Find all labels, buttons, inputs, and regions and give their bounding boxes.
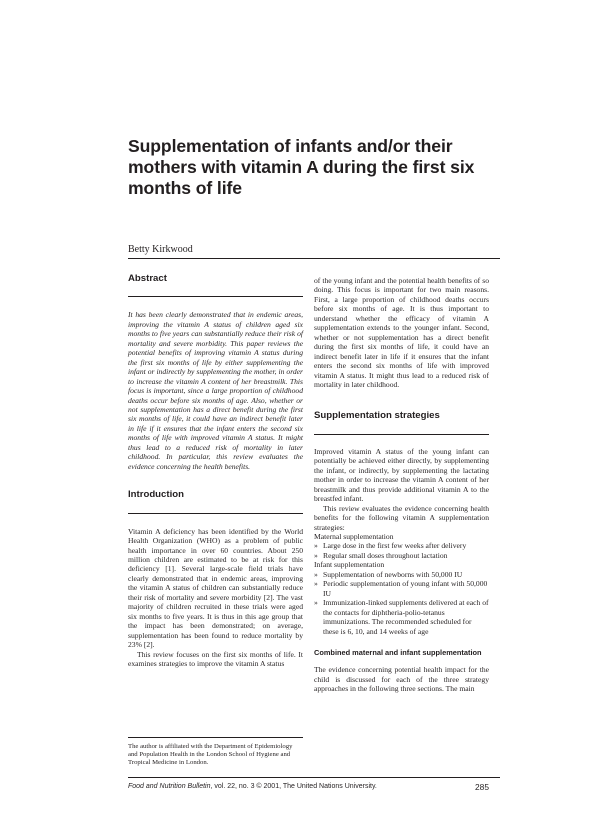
list-item: » Immunization-linked supplements delivered at each of the contacts for diphtheria-polio-tetanus immunizations. The recommended scheduled for these is 6, 10, and 14 weeks of age — [314, 598, 489, 636]
abstract-heading: Abstract — [128, 273, 167, 284]
introduction-continued: of the young infant and the potential health benefits of so doing. This focus is important for two main reasons. First, a large proportion of childhood deaths occurs before six months of age. It is thus important to understand whether the efficacy of vitamin A supplementation extends to the younger infant. Second, whether or not supplementation has a direct benefit during the first six months of life, it could have an indirect benefit later in life if it ensures that the infant enters the second six months of life with improved vitamin A status. It might thus lead to a reduced risk of mortality in later childhood. — [314, 276, 489, 389]
abstract-text: It has been clearly demonstrated that in endemic areas, improving the vitamin A status of children aged six months to five years can substantially reduce their risk of mortality and severe morbidity. This paper reviews the potential benefits of improving vitamin A status during the first six months of life by either supplementing the infant or indirectly by supplementing the mother, in order to increase the vitamin A content of her breastmilk. This focus is important, since a large proportion of childhood deaths occur before six months of age. Also, whether or not supplementation has a direct benefit during the first six months of life, it could have an indirect benefit later in life if it ensures that the infant enters the second six months of life with improved vitamin A status. It might thus lead to a reduced risk of mortality in later childhood. In particular, this review evaluates the evidence concerning the health benefits. — [128, 310, 303, 471]
introduction-paragraph: This review focuses on the first six months of life. It examines strategies to improve the vitamin A status — [128, 649, 303, 668]
bullet-marker: » — [314, 569, 318, 579]
journal-name: Food and Nutrition Bulletin — [128, 783, 211, 790]
header-divider — [128, 258, 500, 259]
supplementation-heading: Supplementation strategies — [314, 410, 440, 422]
infant-label: Infant supplementation — [314, 560, 385, 570]
list-item: » Large dose in the first few weeks after delivery — [314, 541, 467, 551]
combined-paragraph: The evidence concerning potential health impact for the child is discussed for each of the three strategy approaches in the following three sections. The main — [314, 665, 489, 694]
journal-citation — [128, 783, 377, 790]
bullet-marker: » — [314, 579, 318, 589]
abstract-rule — [128, 296, 303, 297]
supplementation-paragraph: Improved vitamin A status of the young infant can potentially be achieved either directly, by supplementing the infant, or indirectly, by supplementing the lactating mother in order to increase the vitamin A content of her breastmilk and thus provide additional vitamin A to the breastfed infant. — [314, 446, 489, 504]
citation-details: , vol. 22, no. 3 © 2001, The United Nations University. — [210, 783, 377, 790]
list-item: » Regular small doses throughout lactation — [314, 550, 448, 560]
introduction-rule — [128, 513, 303, 514]
introduction-paragraph: Vitamin A deficiency has been identified by the World Health Organization (WHO) as a problem of public health importance in over 60 countries. About 250 million children are estimated to be at risk for this deficiency [1]. Several large-scale field trials have clearly demonstrated that in endemic areas, improving the vitamin A status of children can substantially reduce their risk of mortality and severe morbidity [2]. The vast majority of children recruited in these trials were aged six months to five years. It is thus in this age group that the impact has been demonstrated; on average, supplementation has been found to reduce mortality by 23% [2]. — [128, 526, 303, 650]
bullet-marker: » — [314, 598, 318, 608]
maternal-label: Maternal supplementation — [314, 531, 394, 541]
list-item: » Supplementation of newborns with 50,000 IU — [314, 569, 463, 579]
introduction-heading: Introduction — [128, 489, 184, 501]
list-item: » Periodic supplementation of young infant with 50,000 IU — [314, 579, 488, 598]
bullet-marker: » — [314, 550, 318, 560]
page-number: 285 — [475, 782, 489, 792]
right-column — [314, 276, 489, 694]
author-name: Betty Kirkwood — [128, 244, 193, 255]
footer-divider — [128, 777, 500, 778]
supplementation-paragraph: This review evaluates the evidence concerning health benefits for the following vitamin A supplementation strategies: — [314, 503, 489, 532]
bullet-marker: » — [314, 541, 318, 551]
left-column — [128, 265, 303, 668]
supplementation-rule — [314, 434, 489, 435]
author-footnote: The author is affiliated with the Department of Epidemiology and Population Health in the London School of Hygiene and Tropical Medicine in London. — [128, 743, 293, 767]
combined-heading: Combined maternal and infant supplementation — [314, 647, 482, 657]
page-title: Supplementation of infants and/or their mothers with vitamin A during the first six months of life — [128, 136, 475, 198]
footnote-rule — [128, 737, 303, 738]
